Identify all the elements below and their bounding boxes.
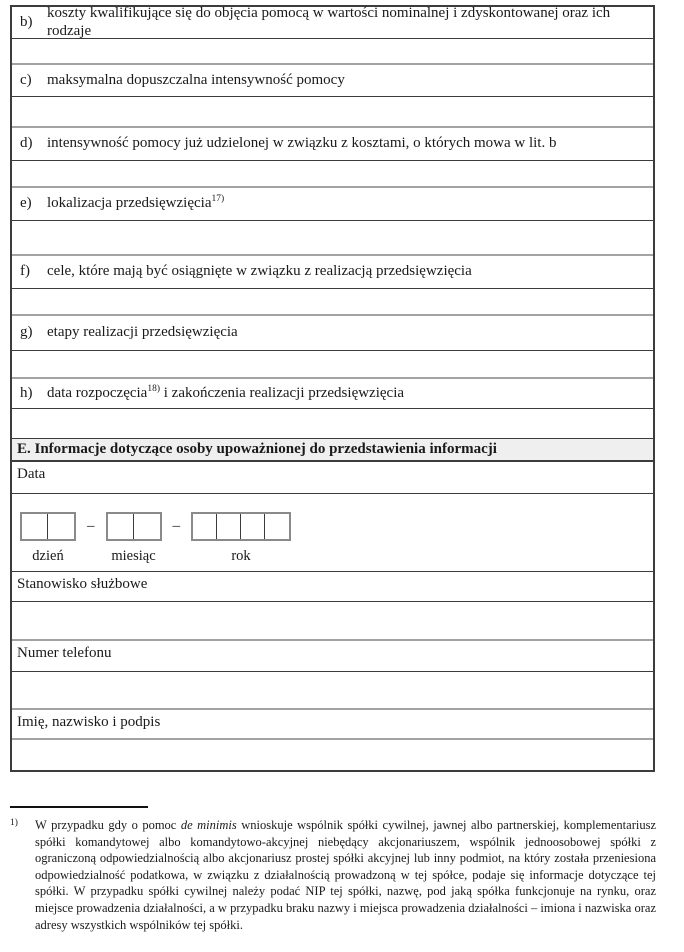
- form-row-d-input-area[interactable]: [12, 161, 653, 188]
- form-row-g-label: [12, 316, 653, 351]
- footnote-italic-term: de minimis: [180, 818, 237, 832]
- date-day-cell-2[interactable]: [48, 514, 74, 539]
- form-row-h-input-area[interactable]: [12, 409, 653, 439]
- row-label-e-text: lokalizacja przedsięwzięcia: [47, 195, 212, 212]
- row-label-d: [47, 135, 653, 152]
- form-row-d-label: [12, 128, 653, 161]
- date-day-cells: [20, 512, 76, 541]
- row-label-g-text: etapy realizacji przedsięwzięcia: [47, 324, 238, 341]
- row-letter-h: h): [20, 384, 33, 401]
- date-year-cell-3[interactable]: [241, 514, 265, 539]
- row-label-e-sup: 17): [211, 194, 225, 205]
- date-day-group: [20, 512, 76, 565]
- row-label-h-sup: 18): [147, 383, 161, 394]
- date-month-cells: [106, 512, 162, 541]
- footnote-rule: [10, 806, 148, 808]
- row-letter-d: d): [20, 135, 33, 152]
- field-phone-label: Numer telefonu: [17, 645, 112, 661]
- date-year-cell-4[interactable]: [265, 514, 289, 539]
- row-label-g: [47, 324, 653, 341]
- row-label-f: [47, 263, 653, 280]
- row-letter-g: g): [20, 324, 33, 341]
- footnote-text-part-1: W przypadku gdy o pomoc: [35, 818, 181, 832]
- row-label-h-text-after: i zakończenia realizacji przedsięwzięcia: [160, 384, 405, 401]
- form-row-g-input-area[interactable]: [12, 351, 653, 379]
- field-position-input-area[interactable]: [12, 602, 653, 641]
- row-label-f-text: cele, które mają być osiągnięte w związku z realizacją przedsięwzięcia: [47, 263, 472, 280]
- date-year-cells: [191, 512, 291, 541]
- section-e-header: [12, 439, 653, 462]
- footnote-body: [10, 817, 656, 933]
- footnote: [10, 806, 656, 933]
- row-letter-c: c): [20, 71, 32, 88]
- date-year-cell-2[interactable]: [217, 514, 241, 539]
- row-letter-f: f): [20, 263, 30, 280]
- form-row-h-label: [12, 379, 653, 409]
- date-month-cell-1[interactable]: [108, 514, 134, 539]
- form-row-f-input-area[interactable]: [12, 289, 653, 316]
- row-letter-b: b): [20, 13, 33, 30]
- form-row-e-label: [12, 188, 653, 221]
- field-name-signature-label: Imię, nazwisko i podpis: [17, 714, 161, 730]
- row-label-c: [47, 72, 653, 89]
- date-year-group: [191, 512, 291, 565]
- date-separator-dash-2: –: [172, 517, 180, 534]
- row-label-d-text: intensywność pomocy już udzielonej w związku z kosztami, o których mowa w lit. b: [47, 135, 557, 152]
- date-boxes-row: [12, 494, 653, 572]
- row-label-h: [47, 385, 653, 402]
- date-year-cell-1[interactable]: [193, 514, 217, 539]
- date-month-label: miesiąc: [111, 548, 156, 564]
- form-row-f-label: [12, 256, 653, 289]
- date-label: Data: [17, 466, 46, 482]
- row-letter-e: e): [20, 195, 32, 212]
- form-table: [10, 5, 655, 772]
- row-label-e: [47, 195, 653, 212]
- form-row-e-input-area[interactable]: [12, 221, 653, 256]
- footnote-text: [35, 817, 656, 933]
- footnote-marker: 1): [10, 818, 18, 828]
- field-phone-label-row: [12, 641, 653, 672]
- form-row-c-label: [12, 65, 653, 97]
- form-row-c-input-area[interactable]: [12, 97, 653, 128]
- row-label-b: [47, 5, 653, 40]
- section-e-header-text: E. Informacje dotyczące osoby upoważnionej do przedstawienia informacji: [17, 440, 497, 457]
- row-label-c-text: maksymalna dopuszczalna intensywność pomocy: [47, 71, 345, 88]
- field-phone-input-area[interactable]: [12, 672, 653, 710]
- date-separator-dash: –: [87, 517, 95, 534]
- footnote-text-part-2: wnioskuje wspólnik spółki cywilnej, jawnej albo partnerskiej, komplementariusz spółki komandytowej albo komandytowo-akcyjnej niebędący akcjonariuszem, wspólnik jednoosobowej spółki z ograniczoną odpowiedzialnością albo akcjonariusz prostej spółki akcyjnej lub inny podmiot, na który została przeniesiona odpowiedzialność podatkowa, w związku z działalnością prowadzoną w tej spółce, podaje się informacje dotyczące tej spółki. W przypadku spółki cywilnej należy podać NIP tej spółki, nazwę, pod jaką spółka funkcjonuje na rynku, oraz miejsce prowadzenia działalności, a w przypadku braku nazwy i miejsca prowadzenia działalności – imiona i nazwiska oraz adresy wszystkich wspólników tej spółki.: [35, 818, 656, 932]
- date-month-group: [106, 512, 162, 565]
- form-row-b-input-area[interactable]: [12, 39, 653, 65]
- form-row-b-label: [12, 7, 653, 39]
- field-position-label-row: [12, 572, 653, 602]
- date-label-row: [12, 462, 653, 494]
- row-label-b-text: koszty kwalifikujące się do objęcia pomocą w wartości nominalnej i zdyskontowanej oraz ich rodzaje: [47, 5, 611, 39]
- field-name-signature-label-row: [12, 710, 653, 740]
- date-month-cell-2[interactable]: [134, 514, 160, 539]
- date-day-label: dzień: [32, 548, 64, 564]
- date-year-label: rok: [231, 548, 251, 564]
- field-name-signature-input-area[interactable]: [12, 740, 653, 770]
- date-day-cell-1[interactable]: [22, 514, 48, 539]
- row-label-h-text: data rozpoczęcia: [47, 384, 148, 401]
- field-position-label: Stanowisko służbowe: [17, 576, 148, 592]
